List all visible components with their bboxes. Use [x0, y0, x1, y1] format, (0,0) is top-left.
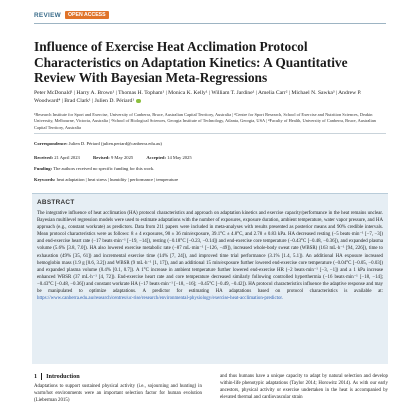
predictor-link[interactable]: https://www.canberra.edu.au/research/centres/uc-rise/research/environmental-physiology/exercise-heat-acclimation-predictor. [37, 296, 284, 302]
keywords-value: heat adaptation | heat stress | humidity | performance | temperature [56, 177, 179, 182]
section-divider [41, 373, 42, 380]
metadata-divider [34, 133, 386, 134]
abstract-body: The integrative influence of heat acclimation (HA) protocol characteristics and approach on adaptation kinetics and exercise capacity/performance in the heat remains unclear. Bayesian multilevel regression models were used to estimate adaptations with the number of exposures, exposure duration, ambient temperature, water vapor pressure, and HA approach (e.g., constant workrate) as predictors. Data from 211 papers were included in meta-analyses with results presented as posterior means and 90% credible intervals. Mean protocol characteristics were as follows: 8 ± 4 exposures, 90 ± 36 min/exposure, 39.1°C ± 4.8°C, and 2.78 ± 0.83 kPa. HA decreased resting (−5 beats·min⁻¹ [−7, −3]) and end-exercise heart rate (−17 beats·min⁻¹ [−19, −14]), resting (−0.18°C [−0.23, −0.14]) and end-exercise core temperature (−0.43°C [−0.48, −0.36]), and expanded plasma volume (5.6% [3.8, 7.0]). HA also lowered exercise metabolic rate (−87 mL·min⁻¹ [−126, −49]), increased whole-body sweat rate (WBSR) (163 mL·h⁻¹ [94, 226]), time to exhaustion (49% [35, 61]) and incremental exercise time (14% [7, 24]), and improved time trial performance (3.1% [1.4, 5.1]). An additional HA exposure increased hemoglobin mass (1.9 g [0.6, 3.2]) and WBSR (9 mL·h⁻¹ [1, 17]), and an additional 15 min/exposure further lowered end-exercise core temperature (−0.04°C [−0.05, −0.03]) and expanded plasma volume (0.4% [0.1, 0.7]). A 1°C increase in ambient temperature further lowered end-exercise HR (−2 beats·min⁻¹ [−3, −1]) and a 1 kPa increase enhanced WBSR (37 mL·h⁻¹ [4, 72]). End-exercise heart rate and core temperature decreased similarly following controlled hyperthermia (−16 beats·min⁻¹ [−18, −14]; −0.43°C [−0.48, −0.36]) and constant workrate HA (−17 beats·min⁻¹ [−18, −16]; −0.45°C [−0.49, −0.42]). HA protocol characteristics influence the adaptive response and may be manipulated to optimize adaptations. A predictor for estimating HA adaptations based on protocol characteristics is available at: [37, 211, 383, 295]
section-title: Introduction [46, 373, 80, 380]
accepted-label: Accepted: [146, 155, 166, 160]
abstract-heading: ABSTRACT [37, 199, 75, 206]
article-dates [34, 155, 386, 161]
funding-label: Funding: [34, 166, 53, 171]
received-date: 21 April 2023 [54, 155, 80, 160]
funding [34, 166, 386, 172]
abstract-box [32, 193, 388, 364]
body-column-right [220, 373, 388, 401]
body-paragraph-right: and thus humans have a unique capacity to adapt by natural selection and develop within-life phenotypic adaptations (Taylor 2014; Horowitz 2014). As with our early ancestors, physical activity or exercise undertaken in the heat is accompanied by elevated thermal and cardiovascular strain [220, 374, 388, 401]
correspondence [34, 141, 386, 147]
funding-value: The authors received no specific funding for this work. [53, 166, 155, 171]
accepted-date: 14 May 2025 [167, 155, 192, 160]
body-paragraph-left: Adaptations to support sustained physical activity (i.e., sojourning and hunting) in warm/hot environments were an important selection factor for human evolution (Lieberman 2015) [34, 384, 202, 404]
body-column-left [34, 373, 202, 404]
section-label: REVIEW [34, 11, 62, 19]
keywords-label: Keywords: [34, 177, 56, 182]
abstract-text [37, 210, 383, 302]
keywords [34, 177, 386, 183]
header-divider [34, 23, 386, 24]
section-number: 1 [34, 373, 38, 380]
author-names: Peter McDonald¹ | Harry A. Brown¹ | Thomas H. Topham¹ | Monica K. Kelly¹ | William T. Jardine¹ | Amelia Carr² | Michael N. Sawka³ | Andrew P. Woodward⁴ | Brad Clark¹ | Julien D. Périard¹ [34, 90, 362, 105]
correspondence-value[interactable]: Julien D. Périard (julien.periard@canberra.edu.au) [68, 141, 162, 146]
correspondence-label: Correspondence: [34, 141, 68, 146]
author-list [34, 89, 386, 106]
received-label: Received: [34, 155, 54, 160]
article-title: Influence of Exercise Heat Acclimation Protocol Characteristics on Adaptation Kinetics: A Quantitative Review With Bayesian Meta-Regressions [34, 39, 348, 86]
open-access-badge: OPEN ACCESS [65, 11, 109, 19]
revised-label: Revised: [92, 155, 110, 160]
revised-date: 9 May 2025 [110, 155, 134, 160]
orcid-icon[interactable] [136, 99, 140, 103]
article-header [34, 9, 109, 21]
affiliations: ¹Research Institute for Sport and Exercise, University of Canberra, Bruce, Australian Capital Territory, Australia | ²Centre for Sport Research, School of Exercise and Nutrition Sciences, Deakin University, Melbourne, Victoria, Australia | ³School of Biological Sciences, Georgia Institute of Technology, Atlanta, Georgia, USA | ⁴Faculty of Health, University of Canberra, Bruce, Australian Capital Territory, Australia [34, 112, 376, 130]
section-heading [34, 373, 202, 380]
